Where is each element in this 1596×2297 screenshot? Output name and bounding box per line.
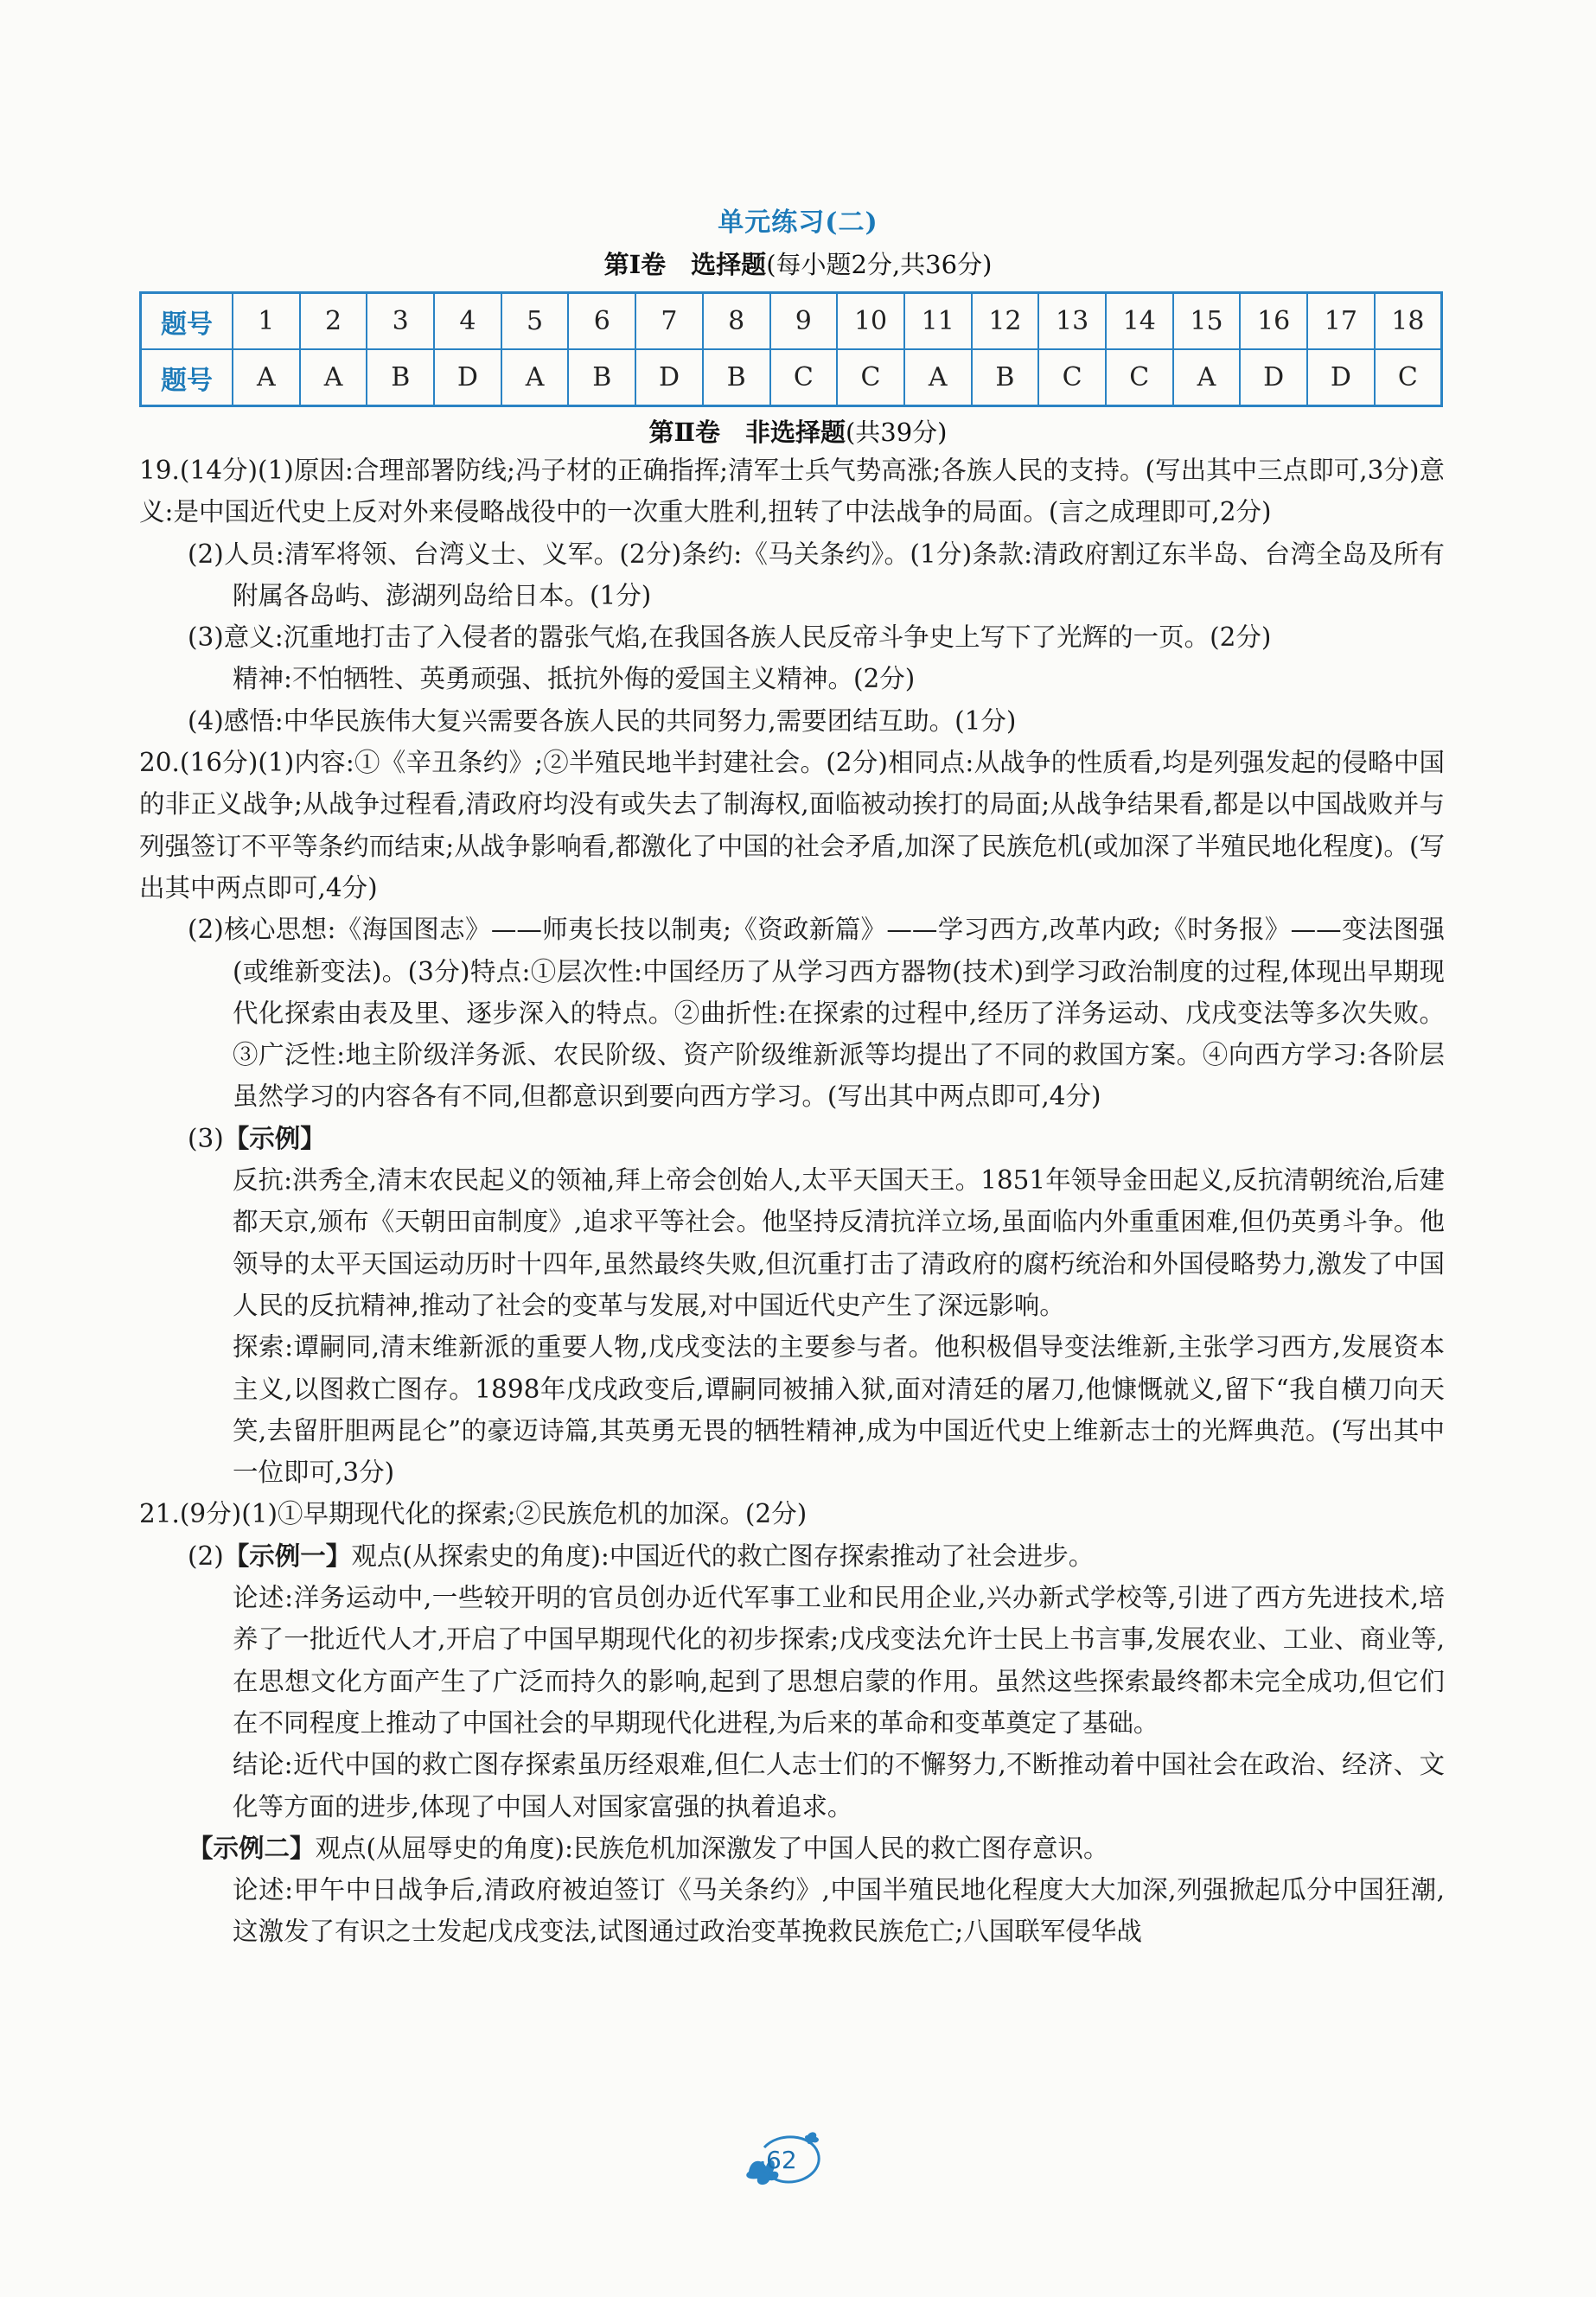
part1-heading-note: (每小题2分,共36分) <box>766 250 993 279</box>
answer-cell: A <box>501 349 569 406</box>
answer-cell: B <box>972 349 1039 406</box>
example-one-conclusion: 结论:近代中国的救亡图存探索虽历经艰难,但仁人志士们的不懈努力,不断推动着中国社会在政治、经济、文化等方面的进步,体现了中国人对国家富强的执着追求。 <box>233 1750 1445 1822</box>
question-number: 14 <box>1106 293 1173 350</box>
q21-part2 <box>139 1535 1445 1577</box>
question-number: 18 <box>1375 293 1442 350</box>
question-number: 11 <box>904 293 972 350</box>
answer-row <box>141 349 1442 406</box>
question-number: 13 <box>1038 293 1106 350</box>
question-number: 1 <box>233 293 300 350</box>
example-one-argument: 论述:洋务运动中,一些较开明的官员创办近代军事工业和民用企业,兴办新式学校等,引进了西方先进技术,培养了一批近代人才,开启了中国早期现代化的初步探索;戊戌变法允许士民上书言事,发展农业、工业、商业等,在思想文化方面产生了广泛而持久的影响,起到了思想启蒙的作用。虽然这些探索最终都未完全成功,但它们在不同程度上推动了中国社会的早期现代化进程,为后来的革命和变革奠定了基础。 <box>233 1583 1445 1738</box>
question-number-row <box>141 293 1442 350</box>
answer-cell: D <box>635 349 703 406</box>
question-number: 2 <box>300 293 367 350</box>
answer-cell: D <box>1240 349 1307 406</box>
question-number: 4 <box>434 293 501 350</box>
answer-cell: D <box>434 349 501 406</box>
q19-part4: (4)感悟:中华民族伟大复兴需要各族人民的共同努力,需要团结互助。(1分) <box>188 705 1017 736</box>
question-number: 12 <box>972 293 1039 350</box>
answer-cell: C <box>1375 349 1442 406</box>
page-number: 62 <box>766 2146 797 2174</box>
part1-heading <box>0 246 1596 281</box>
example-one-tag: 【示例一】 <box>223 1540 352 1571</box>
example-two-viewpoint: 观点(从屈辱史的角度):民族危机加深激发了中国人民的救亡图存意识。 <box>315 1833 1109 1863</box>
answer-cell: C <box>1038 349 1106 406</box>
answer-cell: B <box>367 349 434 406</box>
part2-heading <box>0 413 1596 449</box>
row-label-numbers: 题号 <box>141 293 233 350</box>
question-number: 3 <box>367 293 434 350</box>
example-tag: 【示例】 <box>223 1122 326 1153</box>
question-number: 10 <box>837 293 904 350</box>
answer-cell: A <box>233 349 300 406</box>
answer-cell: A <box>1173 349 1241 406</box>
question-number: 5 <box>501 293 569 350</box>
example-one-viewpoint: 观点(从探索史的角度):中国近代的救亡图存探索推动了社会进步。 <box>351 1541 1095 1571</box>
question-number: 15 <box>1173 293 1241 350</box>
part2-heading-bold: 第Ⅱ卷 非选择题 <box>648 418 846 447</box>
page-title: 单元练习(二) <box>718 207 878 238</box>
q20-part3 <box>139 1118 1445 1159</box>
answer-cell: D <box>1307 349 1375 406</box>
answer-cell: C <box>770 349 838 406</box>
question-number: 16 <box>1240 293 1307 350</box>
part1-heading-bold: 第Ⅰ卷 选择题 <box>603 250 767 279</box>
example-two-argument: 论述:甲午中日战争后,清政府被迫签订《马关条约》,中国半殖民地化程度大大加深,列强掀起瓜分中国狂潮,这激发了有识之士发起戊戌变法,试图通过政治变革挽救民族危亡;八国联军侵华战 <box>233 1875 1445 1947</box>
q19-part2: (2)人员:清军将领、台湾义士、义军。(2分)条约:《马关条约》。(1分)条款:清政府割辽东半岛、台湾全岛及所有附属各岛屿、澎湖列岛给日本。(1分) <box>188 539 1445 610</box>
q19-part3-spirit: 精神:不怕牺牲、英勇顽强、抵抗外侮的爱国主义精神。(2分) <box>233 664 916 694</box>
q20-example-explore: 探索:谭嗣同,清末维新派的重要人物,戊戌变法的主要参与者。他积极倡导变法维新,主张学习西方,发展资本主义,以图救亡图存。1898年戊戌政变后,谭嗣同被捕入狱,面对清廷的屠刀,他慷慨就义,留下“我自横刀向天笑,去留肝胆两昆仑”的豪迈诗篇,其英勇无畏的牺牲精神,成为中国近代史上维新志士的光辉典范。(写出其中一位即可,3分) <box>233 1332 1445 1488</box>
example-two <box>139 1828 1445 1869</box>
question-number: 6 <box>568 293 635 350</box>
q21-part2-label: (2) <box>188 1541 224 1571</box>
question-number: 9 <box>770 293 838 350</box>
q20-part1: 20.(16分)(1)内容:①《辛丑条约》;②半殖民地半封建社会。(2分)相同点:从战争的性质看,均是列强发起的侵略中国的非正义战争;从战争过程看,清政府均没有或失去了制海权,面临被动挨打的局面;从战争结果看,都是以中国战败并与列强签订不平等条约而结束;从战争影响看,都激化了中国的社会矛盾,加深了民族危机(或加深了半殖民地化程度)。(写出其中两点即可,4分) <box>139 748 1445 903</box>
answer-cell: C <box>837 349 904 406</box>
row-label-answers: 题号 <box>141 349 233 406</box>
example-two-tag: 【示例二】 <box>188 1832 316 1863</box>
q20-example-resist: 反抗:洪秀全,清末农民起义的领袖,拜上帝会创始人,太平天国天王。1851年领导金田起义,反抗清朝统治,后建都天京,颁布《天朝田亩制度》,追求平等社会。他坚持反清抗洋立场,虽面临内外重重困难,但仍英勇斗争。他领导的太平天国运动历时十四年,虽然最终失败,但沉重打击了清政府的腐朽统治和外国侵略势力,激发了中国人民的反抗精神,推动了社会的变革与发展,对中国近代史产生了深远影响。 <box>233 1165 1445 1320</box>
part2-heading-note: (共39分) <box>845 418 948 447</box>
q19-part3: (3)意义:沉重地打击了入侵者的嚣张气焰,在我国各族人民反帝斗争史上写下了光辉的一页。(2分) <box>188 622 1272 653</box>
answer-content <box>139 450 1445 1953</box>
q21-part1: 21.(9分)(1)①早期现代化的探索;②民族危机的加深。(2分) <box>139 1499 808 1529</box>
q19-part1: 19.(14分)(1)原因:合理部署防线;冯子材的正确指挥;清军士兵气势高涨;各族人民的支持。(写出其中三点即可,3分)意义:是中国近代史上反对外来侵略战役中的一次重大胜利,扭转了中法战争的局面。(言之成理即可,2分) <box>139 456 1445 527</box>
leaf-small-icon <box>805 2132 819 2144</box>
question-number: 17 <box>1307 293 1375 350</box>
answer-cell: B <box>703 349 770 406</box>
q20-part2: (2)核心思想:《海国图志》——师夷长技以制夷;《资政新篇》——学习西方,改革内政;《时务报》——变法图强(或维新变法)。(3分)特点:①层次性:中国经历了从学习西方器物(技术)到学习政治制度的过程,体现出早期现代化探索由表及里、逐步深入的特点。②曲折性:在探索的过程中,经历了洋务运动、戊戌变法等多次失败。③广泛性:地主阶级洋务派、农民阶级、资产阶级维新派等均提出了不同的救国方案。④向西方学习:各阶层虽然学习的内容各有不同,但都意识到要向西方学习。(写出其中两点即可,4分) <box>188 915 1445 1112</box>
q20-part3-label: (3) <box>188 1123 224 1153</box>
question-number: 8 <box>703 293 770 350</box>
answer-cell: A <box>904 349 972 406</box>
answer-cell: A <box>300 349 367 406</box>
answer-cell: C <box>1106 349 1173 406</box>
question-number: 7 <box>635 293 703 350</box>
answer-cell: B <box>568 349 635 406</box>
answer-table <box>139 291 1443 407</box>
